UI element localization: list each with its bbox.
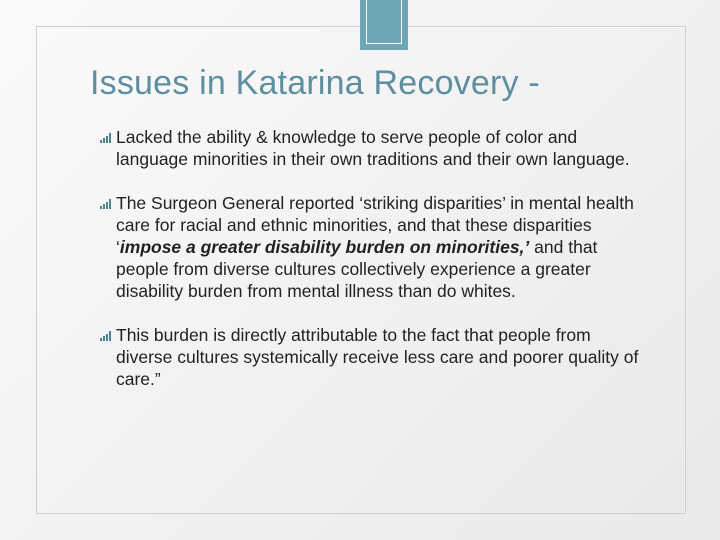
bullet-emphasis-text: impose a greater disability burden on minorities,’ (119, 237, 530, 257)
bullet-text: Lacked the ability & knowledge to serve people of color and language minorities in their own traditions and their own language. (116, 127, 630, 169)
bullet-text-continued: and that people from diverse cultures collectively experience a greater disability burden from mental illness than do whites. (116, 237, 598, 301)
accent-tab-outline (366, 0, 402, 44)
bullet-item-3 (100, 324, 640, 390)
bullet-list (100, 126, 640, 390)
bullet-text: The Surgeon General reported ‘striking disparities’ in mental health care for racial and ethnic minorities, and that these disparities ‘ (116, 193, 634, 257)
bullet-item-1 (100, 126, 640, 170)
bullet-text: This burden is directly attributable to the fact that people from diverse cultures systemically receive less care and poorer quality of care.” (116, 325, 639, 389)
signal-bars-icon (100, 199, 112, 209)
slide-title: Issues in Katarina Recovery - (90, 64, 540, 102)
signal-bars-icon (100, 331, 112, 341)
bullet-item-2 (100, 192, 640, 302)
signal-bars-icon (100, 133, 112, 143)
